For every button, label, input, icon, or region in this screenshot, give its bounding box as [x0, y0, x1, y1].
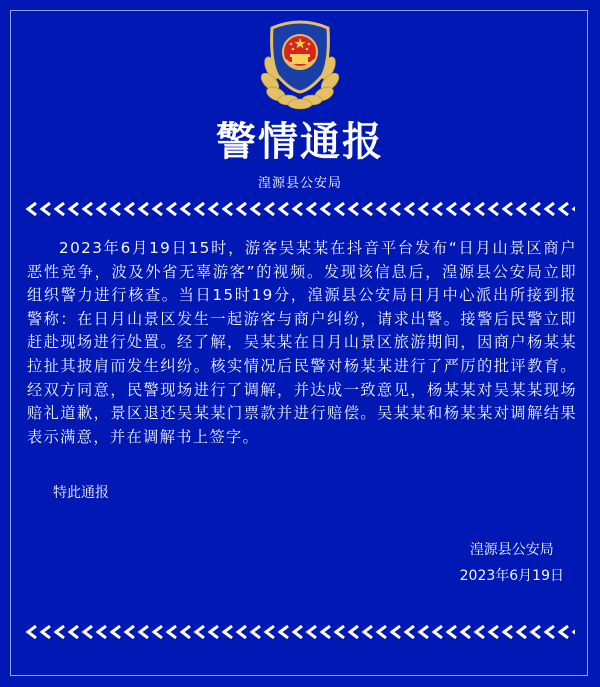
signature-block	[460, 537, 564, 589]
signature-date: 2023年6月19日	[459, 568, 564, 584]
closing-statement: 特此通报	[53, 485, 109, 501]
chevron-divider-top	[25, 202, 575, 216]
chevron-divider-bottom	[25, 625, 575, 639]
notice-body	[27, 237, 577, 449]
page-title: 警情通报	[216, 119, 384, 165]
signature-organization: 湟源县公安局	[469, 542, 554, 558]
notice-paragraph: 2023年6月19日15时，游客吴某某在抖音平台发布“日月山景区商户恶性竞争，波及外省无辜游客”的视频。发现该信息后，湟源县公安局立即组织警力进行核查。当日15时19分，湟源县公安局日月中心派出所接到报警称：在日月山景区发生一起游客与商户纠纷，请求出警。接警后民警立即赶赴现场进行处置。经了解，吴某某在日月山景区旅游期间，因商户杨某某拉扯其披肩而发生纠纷。核实情况后民警对杨某某进行了严厉的批评教育。经双方同意，民警现场进行了调解，并达成一致意见，杨某某对吴某某现场赔礼道歉，景区退还吴某某门票款并进行赔偿。吴某某和杨某某对调解结果表示满意，并在调解书上签字。	[27, 239, 577, 446]
issuer-subtitle: 湟源县公安局	[257, 176, 342, 191]
police-emblem-icon	[258, 18, 342, 110]
